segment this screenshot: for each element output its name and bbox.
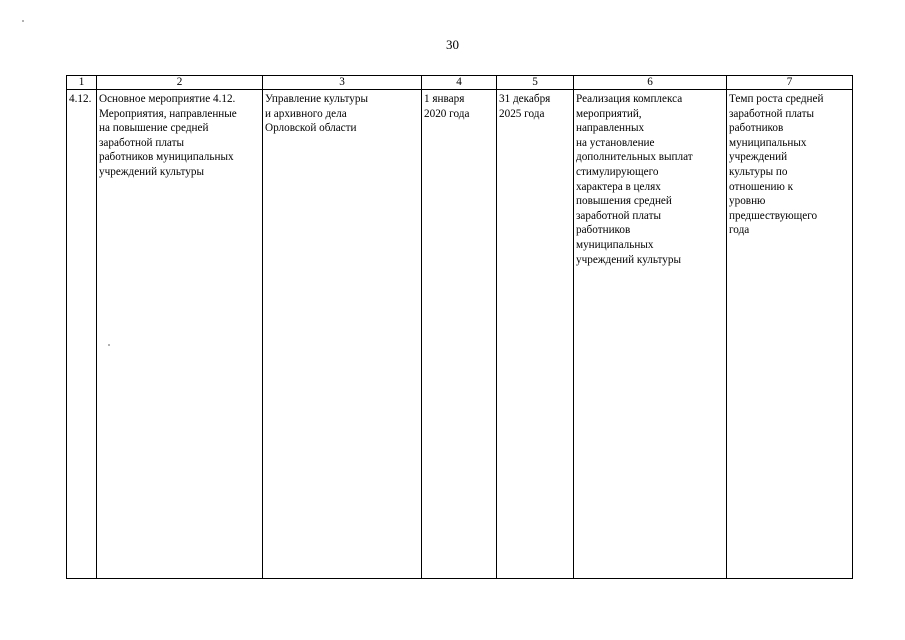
start-date-cell	[422, 90, 497, 579]
result-text: Реализация комплекса мероприятий, направленных на установление дополнительных выплат стимулирующего характера в целях повышения средней заработной платы работников муниципальных учреждений культуры	[576, 93, 693, 266]
executor-text: Управление культуры и архивного дела Орловской области	[265, 93, 368, 135]
measure-cell	[97, 90, 263, 579]
table-header-row	[67, 76, 853, 90]
header-cell-6: 6	[574, 76, 727, 90]
row-number-cell	[67, 90, 97, 579]
executor-cell	[263, 90, 422, 579]
indicator-text: Темп роста средней заработной платы работников муниципальных учреждений культуры по отношению к уровню предшествующего года	[729, 93, 824, 237]
measure-text: Основное мероприятие 4.12. Мероприятия, направленные на повышение средней заработной платы работников муниципальных учреждений культуры	[99, 93, 237, 178]
result-cell	[574, 90, 727, 579]
scan-speck	[108, 344, 110, 346]
table-row	[67, 90, 853, 579]
row-number: 4.12.	[69, 93, 92, 105]
header-cell-2: 2	[97, 76, 263, 90]
page-number: 30	[446, 37, 459, 52]
header-cell-1: 1	[67, 76, 97, 90]
header-cell-5: 5	[497, 76, 574, 90]
measures-table	[66, 75, 853, 579]
header-cell-7: 7	[727, 76, 853, 90]
indicator-cell	[727, 90, 853, 579]
header-cell-3: 3	[263, 76, 422, 90]
end-date-text: 31 декабря 2025 года	[499, 93, 551, 120]
start-date-text: 1 января 2020 года	[424, 93, 470, 120]
header-cell-4: 4	[422, 76, 497, 90]
end-date-cell	[497, 90, 574, 579]
scan-speck	[22, 20, 24, 22]
